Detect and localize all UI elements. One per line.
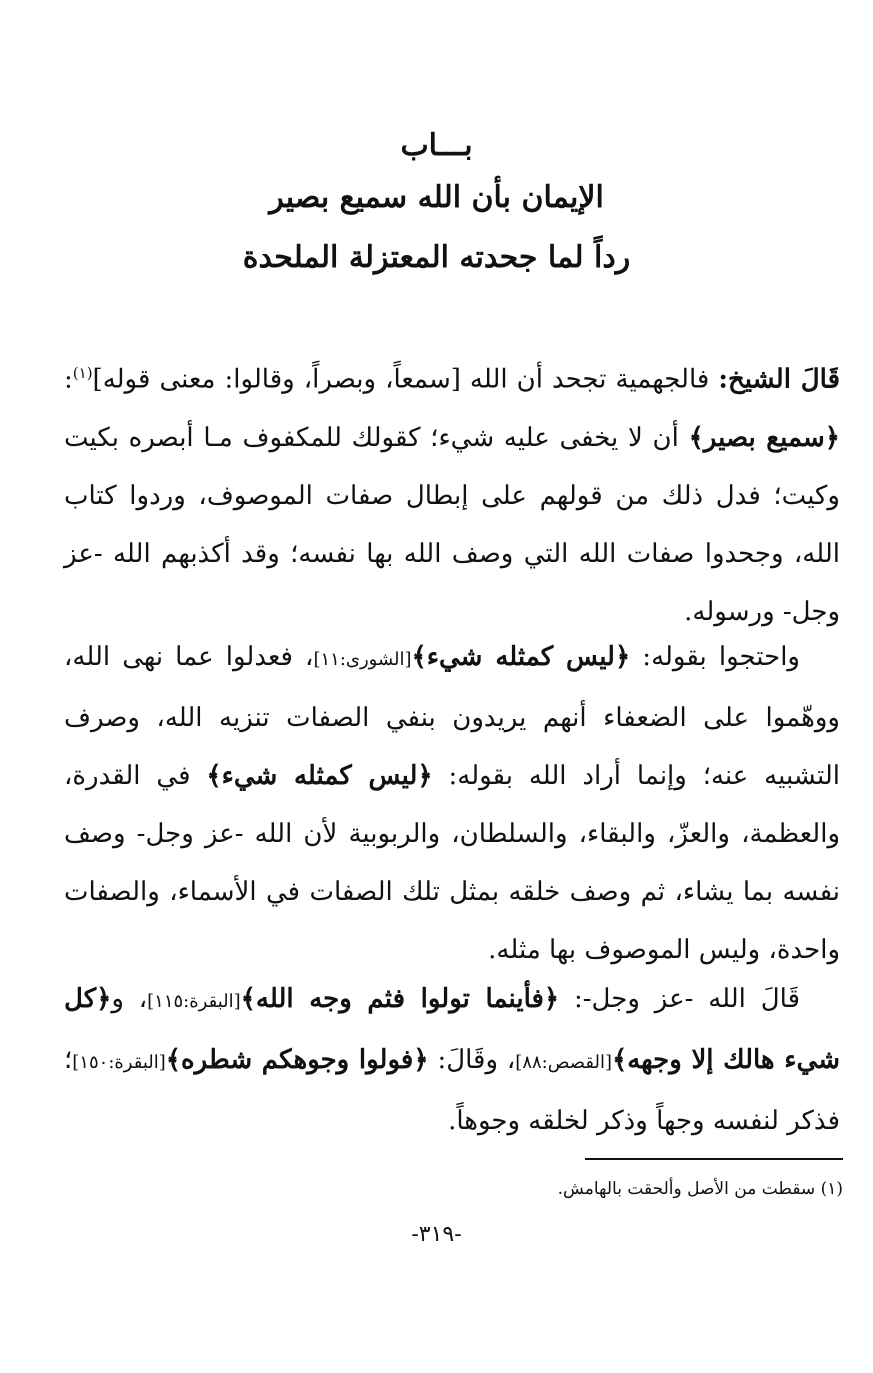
paragraph-2 — [64, 628, 840, 979]
text-segment: قَالَ الله -عز وجل-: — [559, 984, 801, 1014]
footnote-reference: (١) — [72, 364, 93, 382]
text-segment: واحتجوا بقوله: — [630, 642, 800, 672]
text-segment: ؛ فذكر لنفسه وجهاً وذكر لخلقه وجوهاً. — [64, 1045, 840, 1136]
verse-reference: [البقرة:١١٥] — [147, 991, 241, 1012]
quran-quote: ﴿فأينما تولوا فثم وجه الله﴾ — [240, 984, 560, 1014]
footnote-divider — [585, 1158, 843, 1160]
verse-reference: [البقرة:١٥٠] — [72, 1052, 166, 1073]
quran-quote: ﴿فولوا وجوهكم شطره﴾ — [165, 1045, 429, 1075]
verse-reference: [القصص:٨٨] — [515, 1052, 612, 1073]
text-segment: فالجهمية تجحد أن الله [سمعاً، وبصراً، وقالوا: معنى قوله] — [92, 364, 719, 395]
text-segment: ، فعدلوا عما نهى الله، ووهّموا على الضعفاء أنهم يريدون بنفي الصفات تنزيه الله، وصرف التشبيه عنه؛ وإنما أراد الله بقوله: — [64, 642, 840, 791]
text-segment: ، وقَالَ: — [428, 1045, 516, 1075]
quran-quote: ﴿ليس كمثله شيء﴾ — [411, 642, 631, 672]
text-segment: أن لا يخفى عليه شيء؛ كقولك للمكفوف مـا أبصره بكيت وكيت؛ فدل ذلك من قولهم على إبطال صفات الموصوف، وردوا كتاب الله، وجحدوا صفات الله التي وصف الله بها نفسه؛ وقد أكذبهم الله -عز وجل- ورسوله. — [64, 422, 840, 627]
footnote: (١) سقطت من الأصل وألحقت بالهامش. — [557, 1179, 843, 1199]
text-segment: ، و — [111, 984, 148, 1014]
text-segment: في القدرة، والعظمة، والعزّ، والبقاء، والسلطان، والربوبية لأن الله -عز وجل- وصف نفسه بما يشاء، ثم وصف خلقه بمثل تلك الصفات في الأسماء، والصفات واحدة، وليس الموصوف بها مثله. — [64, 761, 840, 965]
quran-quote: ﴿سميع بصير﴾ — [688, 422, 840, 453]
paragraph-1 — [64, 344, 840, 641]
text-segment: : — [64, 364, 73, 395]
chapter-label: بـــاب — [400, 128, 473, 163]
page-number: -٣١٩- — [411, 1222, 462, 1247]
paragraph-3 — [64, 970, 840, 1150]
verse-reference: [الشورى:١١] — [313, 649, 412, 670]
chapter-subtitle: رداً لما جحدته المعتزلة الملحدة — [242, 240, 631, 275]
quran-quote: ﴿كل شيء هالك إلا وجهه﴾ — [64, 984, 840, 1075]
chapter-title: الإيمان بأن الله سميع بصير — [269, 180, 604, 215]
quran-quote: ﴿ليس كمثله شيء﴾ — [206, 761, 433, 791]
speaker-label: قَالَ الشيخ: — [718, 364, 841, 395]
